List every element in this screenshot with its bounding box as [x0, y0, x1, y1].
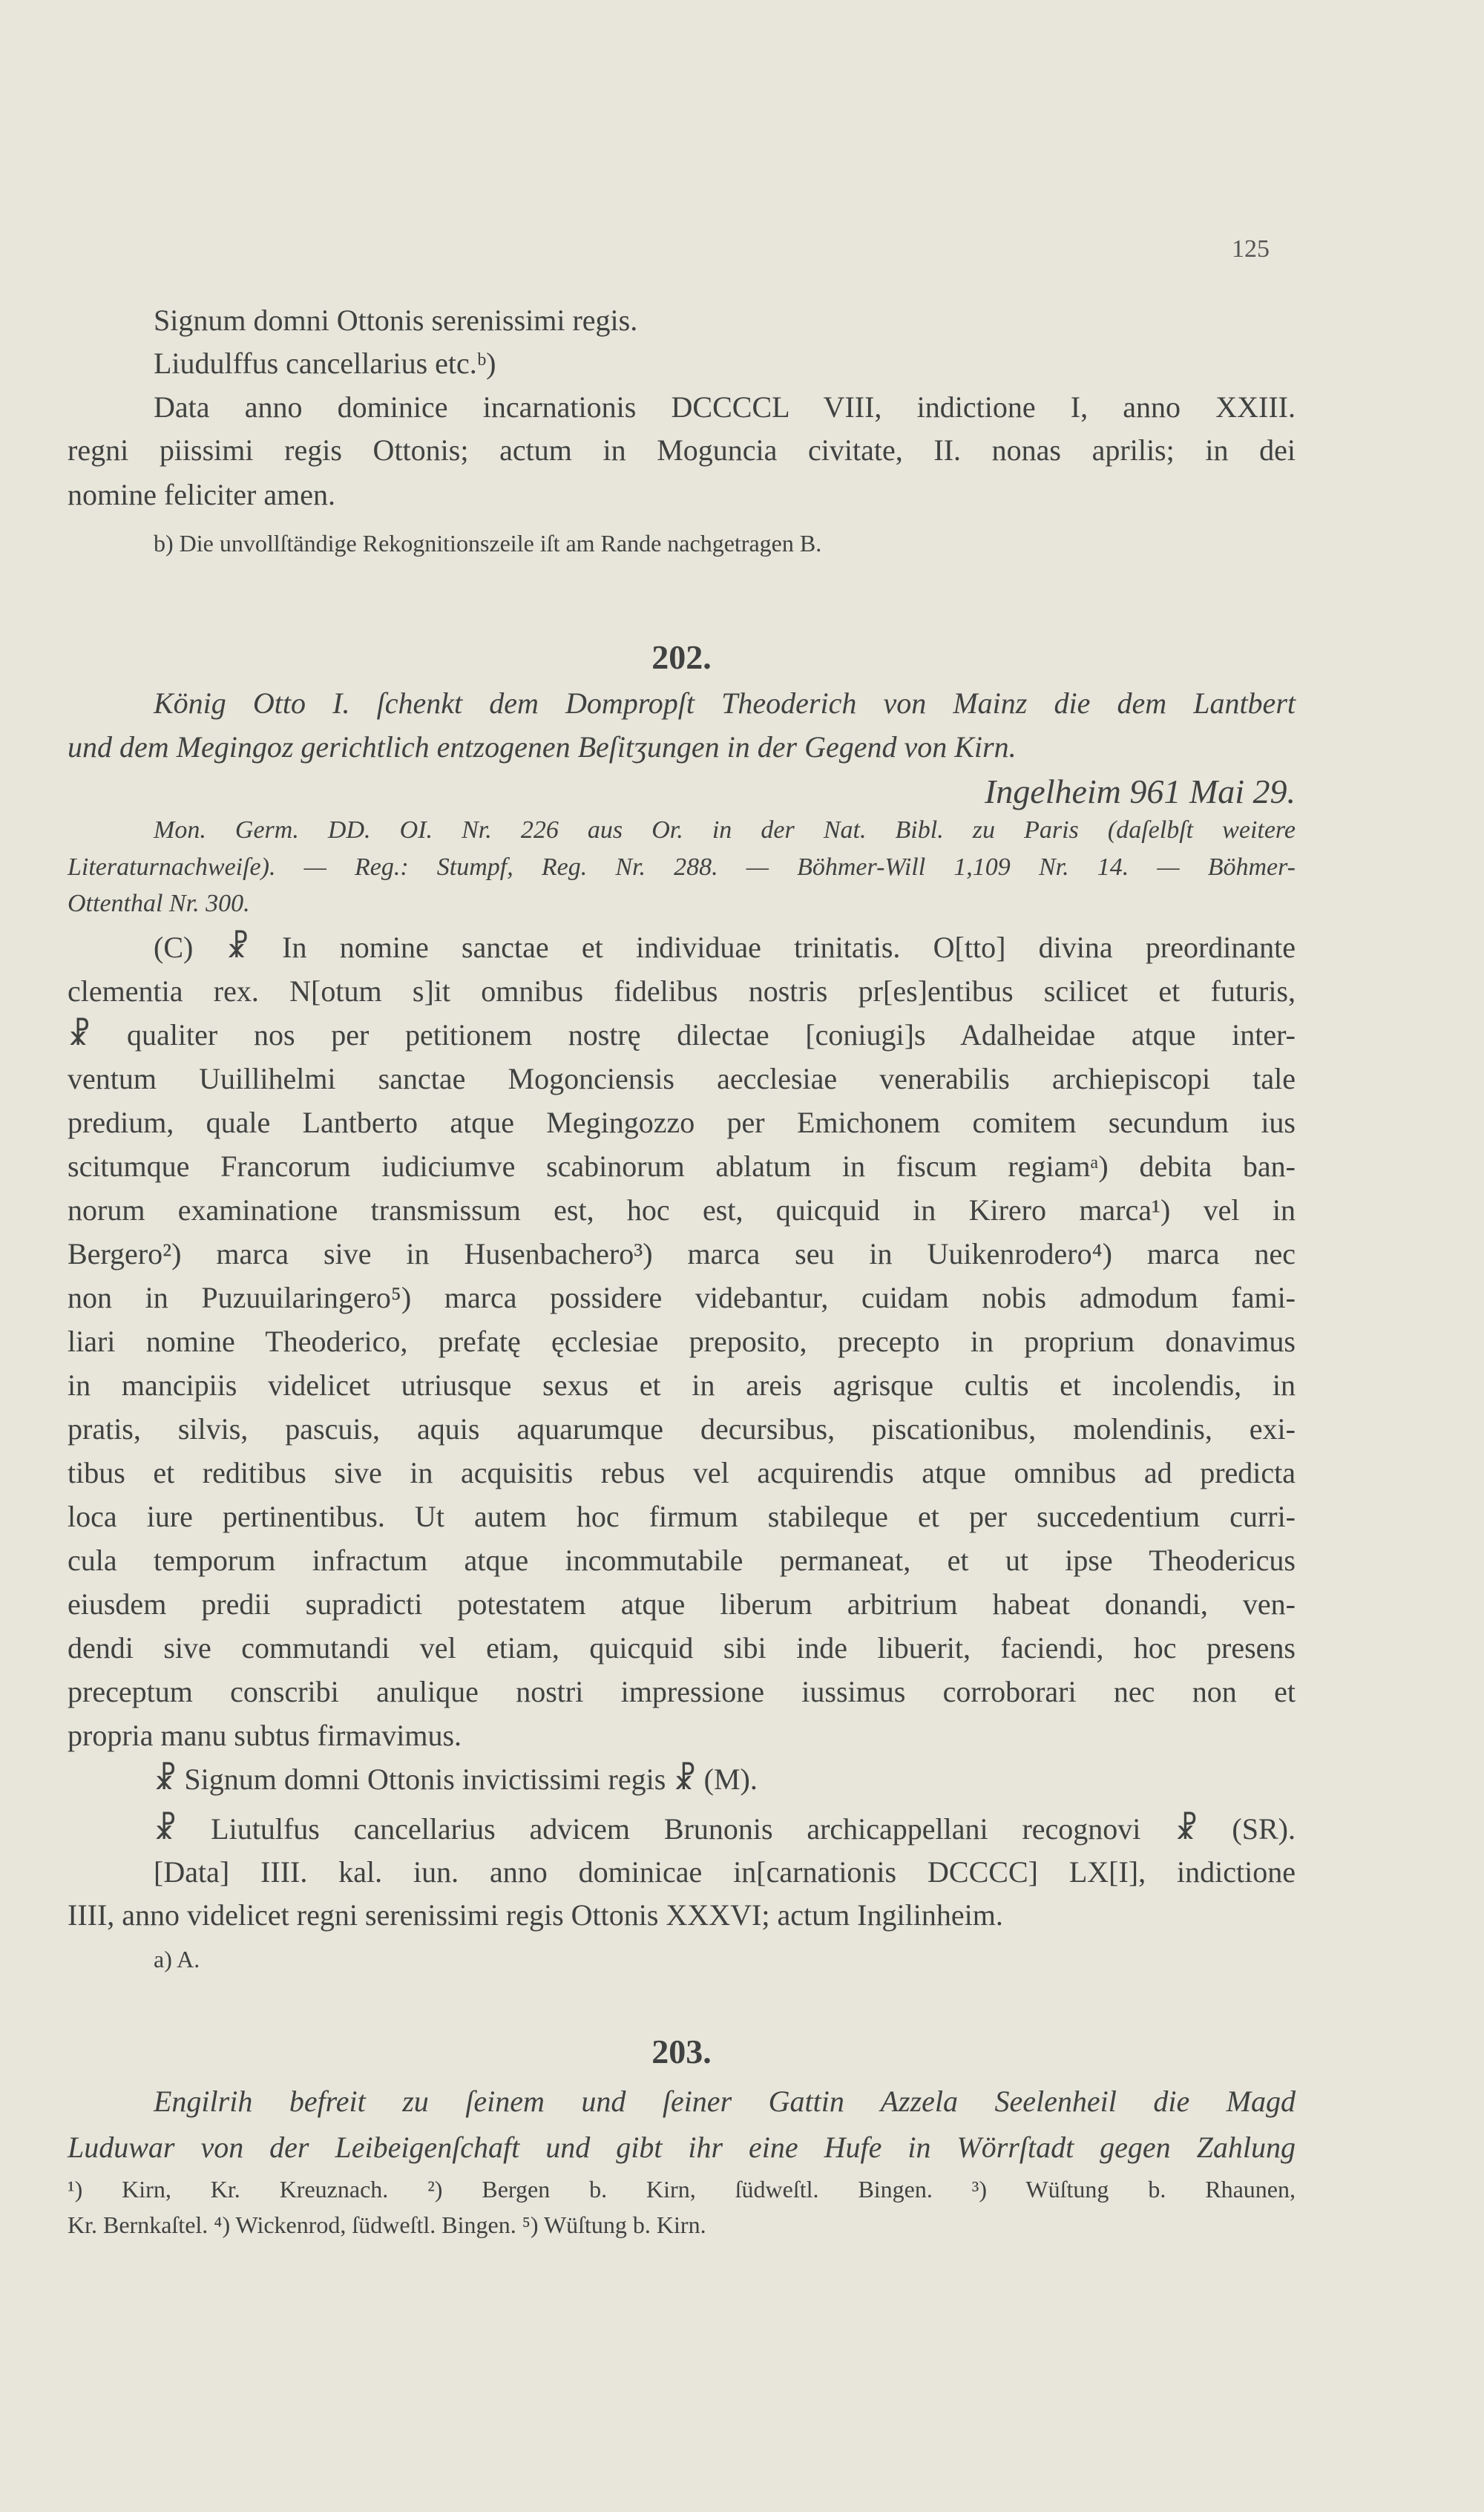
text-line: ventum Uuillihelmi sanctae Mogonciensis aecclesiae venerabilis archiepiscopi tale — [68, 1062, 1296, 1095]
source-line: Literaturnachweiſe). — Reg.: Stumpf, Reg. Nr. 288. — Böhmer-Will 1,109 Nr. 14. — Böhmer- — [68, 853, 1296, 881]
page-footnote: ¹) Kirn, Kr. Kreuznach. ²) Bergen b. Kirn, ſüdweſtl. Bingen. ³) Wüſtung b. Rhaunen, — [68, 2176, 1296, 2203]
dating-line: regni piissimi regis Ottonis; actum in Moguncia civitate, II. nonas aprilis; in dei — [68, 433, 1296, 467]
dating-line: Data anno dominice incarnationis DCCCCL VIII, indictione I, anno XXIII. — [154, 390, 1296, 424]
text-line: cula temporum infractum atque incommutabile permaneat, et ut ipse Theodericus — [68, 1544, 1296, 1577]
footnote: b) Die unvollſtändige Rekognitionszeile iſt am Rande nachgetragen B. — [154, 530, 822, 557]
document-date: Ingelheim 961 Mai 29. — [984, 773, 1296, 810]
text-line: pratis, silvis, pascuis, aquis aquarumque decursibus, piscationibus, molendinis, exi- — [68, 1412, 1296, 1446]
footnote: a) A. — [154, 1946, 200, 1972]
text-line: eiusdem predii supradicti potestatem atque liberum arbitrium habeat donandi, ven- — [68, 1587, 1296, 1621]
text-line: norum examinatione transmissum est, hoc est, quicquid in Kirero marca¹) vel in — [68, 1193, 1296, 1227]
text-line: liari nomine Theoderico, prefatę ęcclesiae preposito, precepto in proprium donavimus — [68, 1325, 1296, 1358]
source-line: Mon. Germ. DD. OI. Nr. 226 aus Or. in der Nat. Bibl. zu Paris (daſelbſt weitere — [154, 816, 1296, 844]
recognition-line: Liudulffus cancellarius etc.ᵇ) — [154, 347, 496, 380]
summary-line: König Otto I. ſchenkt dem Dompropſt Theoderich von Mainz die dem Lantbert — [154, 686, 1296, 720]
signum-line: Signum domni Ottonis serenissimi regis. — [154, 304, 638, 337]
page-footnote: Kr. Bernkaſtel. ⁴) Wickenrod, ſüdweſtl. Bingen. ⁵) Wüſtung b. Kirn. — [68, 2211, 706, 2238]
source-line: Ottenthal Nr. 300. — [68, 890, 250, 917]
text-line: propria manu subtus firmavimus. — [68, 1719, 462, 1752]
document-number: 202. — [651, 638, 712, 676]
signum-line: ☧ Signum domni Ottonis invictissimi regis ☧ (M). — [154, 1762, 758, 1796]
text-line: non in Puzuuilaringero⁵) marca possidere videbantur, cuidam nobis admodum fami- — [68, 1281, 1296, 1314]
text-line: in mancipiis videlicet utriusque sexus et in areis agrisque cultis et incolendis, in — [68, 1368, 1296, 1402]
text-line: clementia rex. N[otum s]it omnibus fidelibus nostris pr[es]entibus scilicet et futuris, — [68, 974, 1296, 1008]
summary-line: und dem Megingoz gerichtlich entzogenen Beſitʒungen in der Gegend von Kirn. — [68, 730, 1017, 764]
recognition-line: ☧ Liutulfus cancellarius advicem Brunonis archicappellani recognovi ☧ (SR). — [154, 1812, 1296, 1846]
text-line: preceptum conscribi anulique nostri impressione iussimus corroborari nec non et — [68, 1675, 1296, 1708]
page-number: 125 — [1232, 235, 1270, 263]
text-line: predium, quale Lantberto atque Megingozzo per Emichonem comitem secundum ius — [68, 1106, 1296, 1139]
dating-line: IIII, anno videlicet regni serenissimi regis Ottonis XXXVI; actum Ingilinheim. — [68, 1898, 1003, 1932]
dating-line: [Data] IIII. kal. iun. anno dominicae in[carnationis DCCCC] LX[I], indictione — [154, 1855, 1296, 1889]
dating-line: nomine feliciter amen. — [68, 478, 335, 511]
text-line: loca iure pertinentibus. Ut autem hoc firmum stabileque et per succedentium curri- — [68, 1500, 1296, 1533]
summary-line: Luduwar von der Leibeigenſchaft und gibt ihr eine Hufe in Wörrſtadt gegen Zahlung — [68, 2131, 1296, 2164]
text-line: dendi sive commutandi vel etiam, quicquid sibi inde libuerit, faciendi, hoc presens — [68, 1631, 1296, 1665]
text-line: Bergero²) marca sive in Husenbachero³) marca seu in Uuikenrodero⁴) marca nec — [68, 1237, 1296, 1270]
document-number: 203. — [651, 2033, 712, 2070]
summary-line: Engilrih befreit zu ſeinem und ſeiner Gattin Azzela Seelenheil die Magd — [154, 2085, 1296, 2118]
text-line: ☧ qualiter nos per petitionem nostrę dilectae [coniugi]s Adalheidae atque inter- — [68, 1018, 1296, 1052]
text-line: tibus et reditibus sive in acquisitis rebus vel acquirendis atque omnibus ad predicta — [68, 1456, 1296, 1489]
text-line: scitumque Francorum iudiciumve scabinorum ablatum in fiscum regiamᵃ) debita ban- — [68, 1150, 1296, 1183]
text-line: (C) ☧ In nomine sanctae et individuae trinitatis. O[tto] divina preordinante — [154, 931, 1296, 964]
